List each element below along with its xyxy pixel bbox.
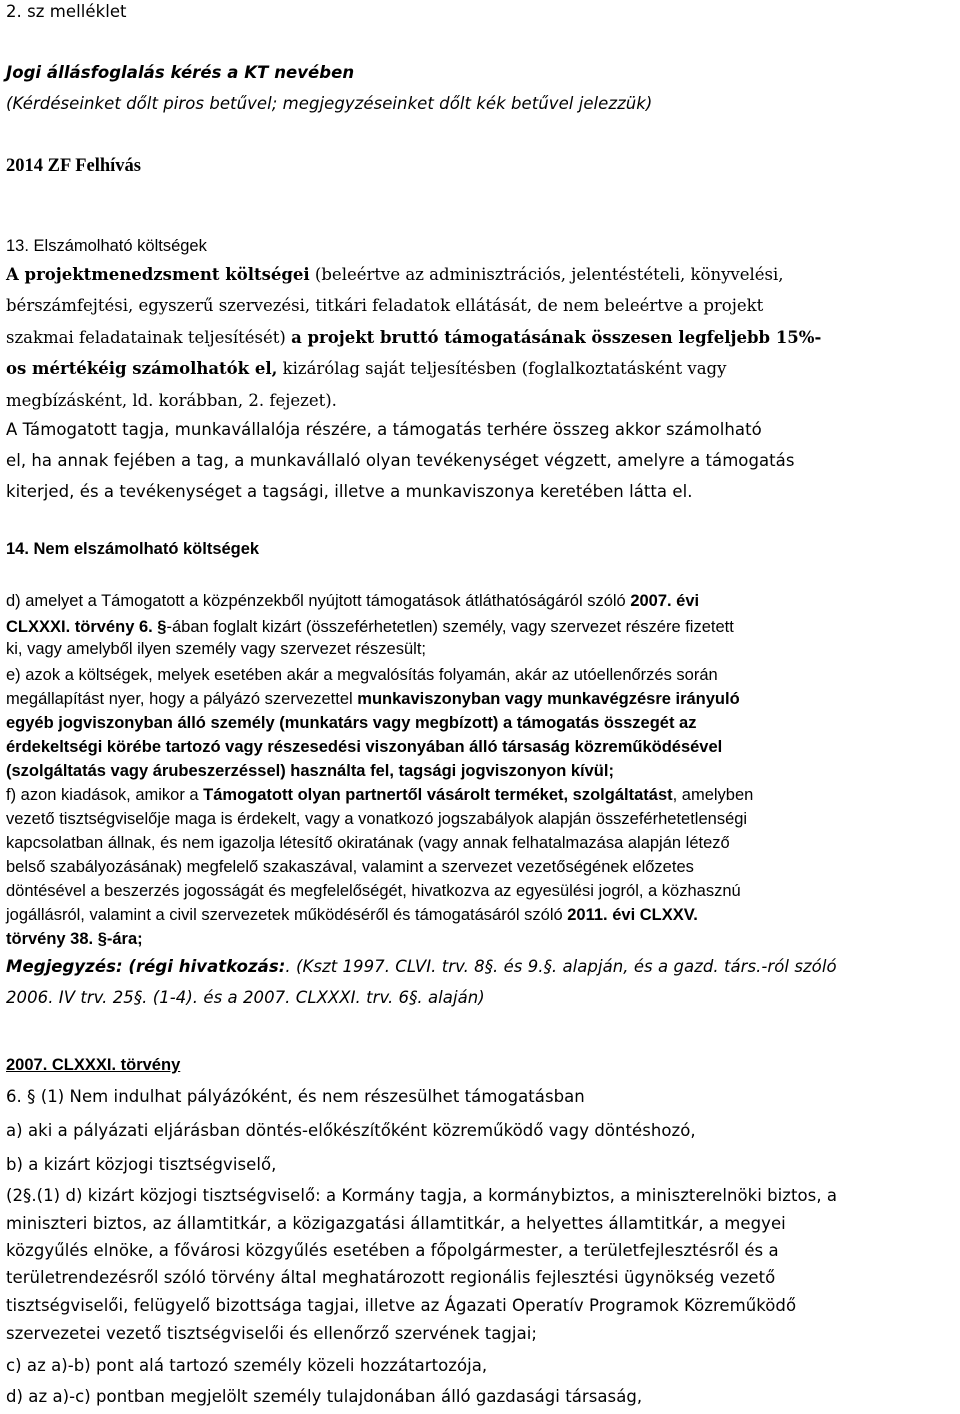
item-e-line-2: megállapítást nyer, hogy a pályázó szervezettel munkaviszonyban vagy munkavégzésre irányuló: [6, 690, 740, 708]
s13-line-4: os mértékéig számolhatók el, kizárólag saját teljesítésben (foglalkoztatásként vagy: [6, 359, 727, 378]
s13-para-2: el, ha annak fejében a tag, a munkavállaló olyan tevékenységet végzett, amelyre a támogatás: [6, 451, 795, 470]
law-line-8: tisztségviselői, felügyelő bizottsága tagjai, illetve az Ágazati Operatív Programok Közreműködő: [6, 1296, 797, 1315]
law-line-7: területrendezésről szóló törvény által meghatározott regionális fejlesztési ügynökség vezető: [6, 1268, 776, 1287]
law-title: 2007. CLXXXI. törvény: [6, 1056, 181, 1074]
remark-line-1: Megjegyzés: (régi hivatkozás:. (Kszt 1997. CLVI. trv. 8§. és 9.§. alapján, és a gazd. társ.-ról szóló: [6, 957, 837, 976]
law-line-10: c) az a)-b) pont alá tartozó személy közeli hozzátartozója,: [6, 1356, 488, 1375]
s13-line-3: szakmai feladatainak teljesítését) a projekt bruttó támogatásának összesen legfeljebb 15%-: [6, 328, 822, 347]
item-f-line-3: kapcsolatban állnak, és nem igazolja létesítő okiratának (vagy annak felhatalmazása alapján létező: [6, 834, 730, 852]
s13-para-3: kiterjed, és a tevékenységet a tagsági, illetve a munkaviszonya keretében látta el.: [6, 482, 693, 501]
item-e-line-1: e) azok a költségek, melyek esetében akár a megvalósítás folyamán, akár az utóellenőrzés során: [6, 666, 718, 684]
item-f-line-7: törvény 38. §-ára;: [6, 930, 143, 948]
item-d-line-1: d) amelyet a Támogatott a közpénzekből nyújtott támogatások átláthatóságáról szóló 2007. évi: [6, 592, 700, 610]
item-f-line-4: belső szabályozásának) megfelelő szakaszával, valamint a szervezet vezetőségének előzetes: [6, 858, 694, 876]
law-line-1: 6. § (1) Nem indulhat pályázóként, és nem részesülhet támogatásban: [6, 1087, 585, 1106]
s13-line-5: megbízásként, ld. korábban, 2. fejezet).: [6, 391, 337, 410]
header-note: (Kérdéseinket dőlt piros betűvel; megjegyzéseinket dőlt kék betűvel jelezzük): [6, 94, 653, 113]
s13-line-1: A projektmenedzsment költségei (beleértve az adminisztrációs, jelentéstételi, könyvelési,: [6, 265, 784, 284]
law-line-9: szervezetei vezető tisztségviselői és ellenőrző szervének tagjai;: [6, 1324, 537, 1343]
law-line-2: a) aki a pályázati eljárásban döntés-előkészítőként közreműködő vagy döntéshozó,: [6, 1121, 696, 1140]
item-f-line-1: f) azon kiadások, amikor a Támogatott olyan partnertől vásárolt terméket, szolgáltatást, amelyben: [6, 786, 754, 804]
annex-label: 2. sz melléklet: [6, 2, 127, 21]
item-d-line-2: CLXXXI. törvény 6. §-ában foglalt kizárt (összeférhetetlen) személy, vagy szervezet részére fizetett: [6, 618, 734, 636]
item-f-line-5: döntésével a beszerzés jogosságát és megfelelőségét, hivatkozva az egyesülési jogról, a közhasznú: [6, 882, 741, 900]
page-title: Jogi állásfoglalás kérés a KT nevében: [6, 63, 355, 82]
law-line-6: közgyűlés elnöke, a fővárosi közgyűlés esetében a főpolgármester, a területfejlesztésről és a: [6, 1241, 779, 1260]
item-f-line-6: jogállásról, valamint a civil szervezetek működéséről és támogatásáról szóló 2011. évi CLXXV.: [6, 906, 698, 924]
section-13-heading: 13. Elszámolható költségek: [6, 237, 207, 255]
section-14-heading: 14. Nem elszámolható költségek: [6, 540, 260, 558]
s13-line-2: bérszámfejtési, egyszerű szervezési, titkári feladatok ellátását, de nem beleértve a projekt: [6, 296, 764, 315]
item-e-line-4: érdekeltségi körébe tartozó vagy részesedési viszonyában álló társaság közreműködésével: [6, 738, 723, 756]
item-d-line-3: ki, vagy amelyből ilyen személy vagy szervezet részesült;: [6, 640, 426, 658]
item-e-line-3: egyéb jogviszonyban álló személy (munkatárs vagy megbízott) a támogatás összegét az: [6, 714, 697, 732]
call-title: 2014 ZF Felhívás: [6, 156, 141, 176]
law-line-11: d) az a)-c) pontban megjelölt személy tulajdonában álló gazdasági társaság,: [6, 1387, 643, 1406]
law-line-3: b) a kizárt közjogi tisztségviselő,: [6, 1155, 277, 1174]
item-e-line-5: (szolgáltatás vagy árubeszerzéssel) használta fel, tagsági jogviszonyon kívül;: [6, 762, 614, 780]
item-f-line-2: vezető tisztségviselője maga is érdekelt, vagy a vonatkozó jogszabályok alapján összeférhetetlenségi: [6, 810, 748, 828]
law-line-5: miniszteri biztos, az államtitkár, a közigazgatási államtitkár, a helyettes államtitkár, a megyei: [6, 1214, 786, 1233]
law-line-4: (2§.(1) d) kizárt közjogi tisztségviselő: a Kormány tagja, a kormánybiztos, a miniszterelnöki biztos, a: [6, 1186, 838, 1205]
s13-para-1: A Támogatott tagja, munkavállalója részére, a támogatás terhére összeg akkor számolható: [6, 420, 762, 439]
remark-line-2: 2006. IV trv. 25§. (1-4). és a 2007. CLXXXI. trv. 6§. alaján): [6, 988, 485, 1007]
